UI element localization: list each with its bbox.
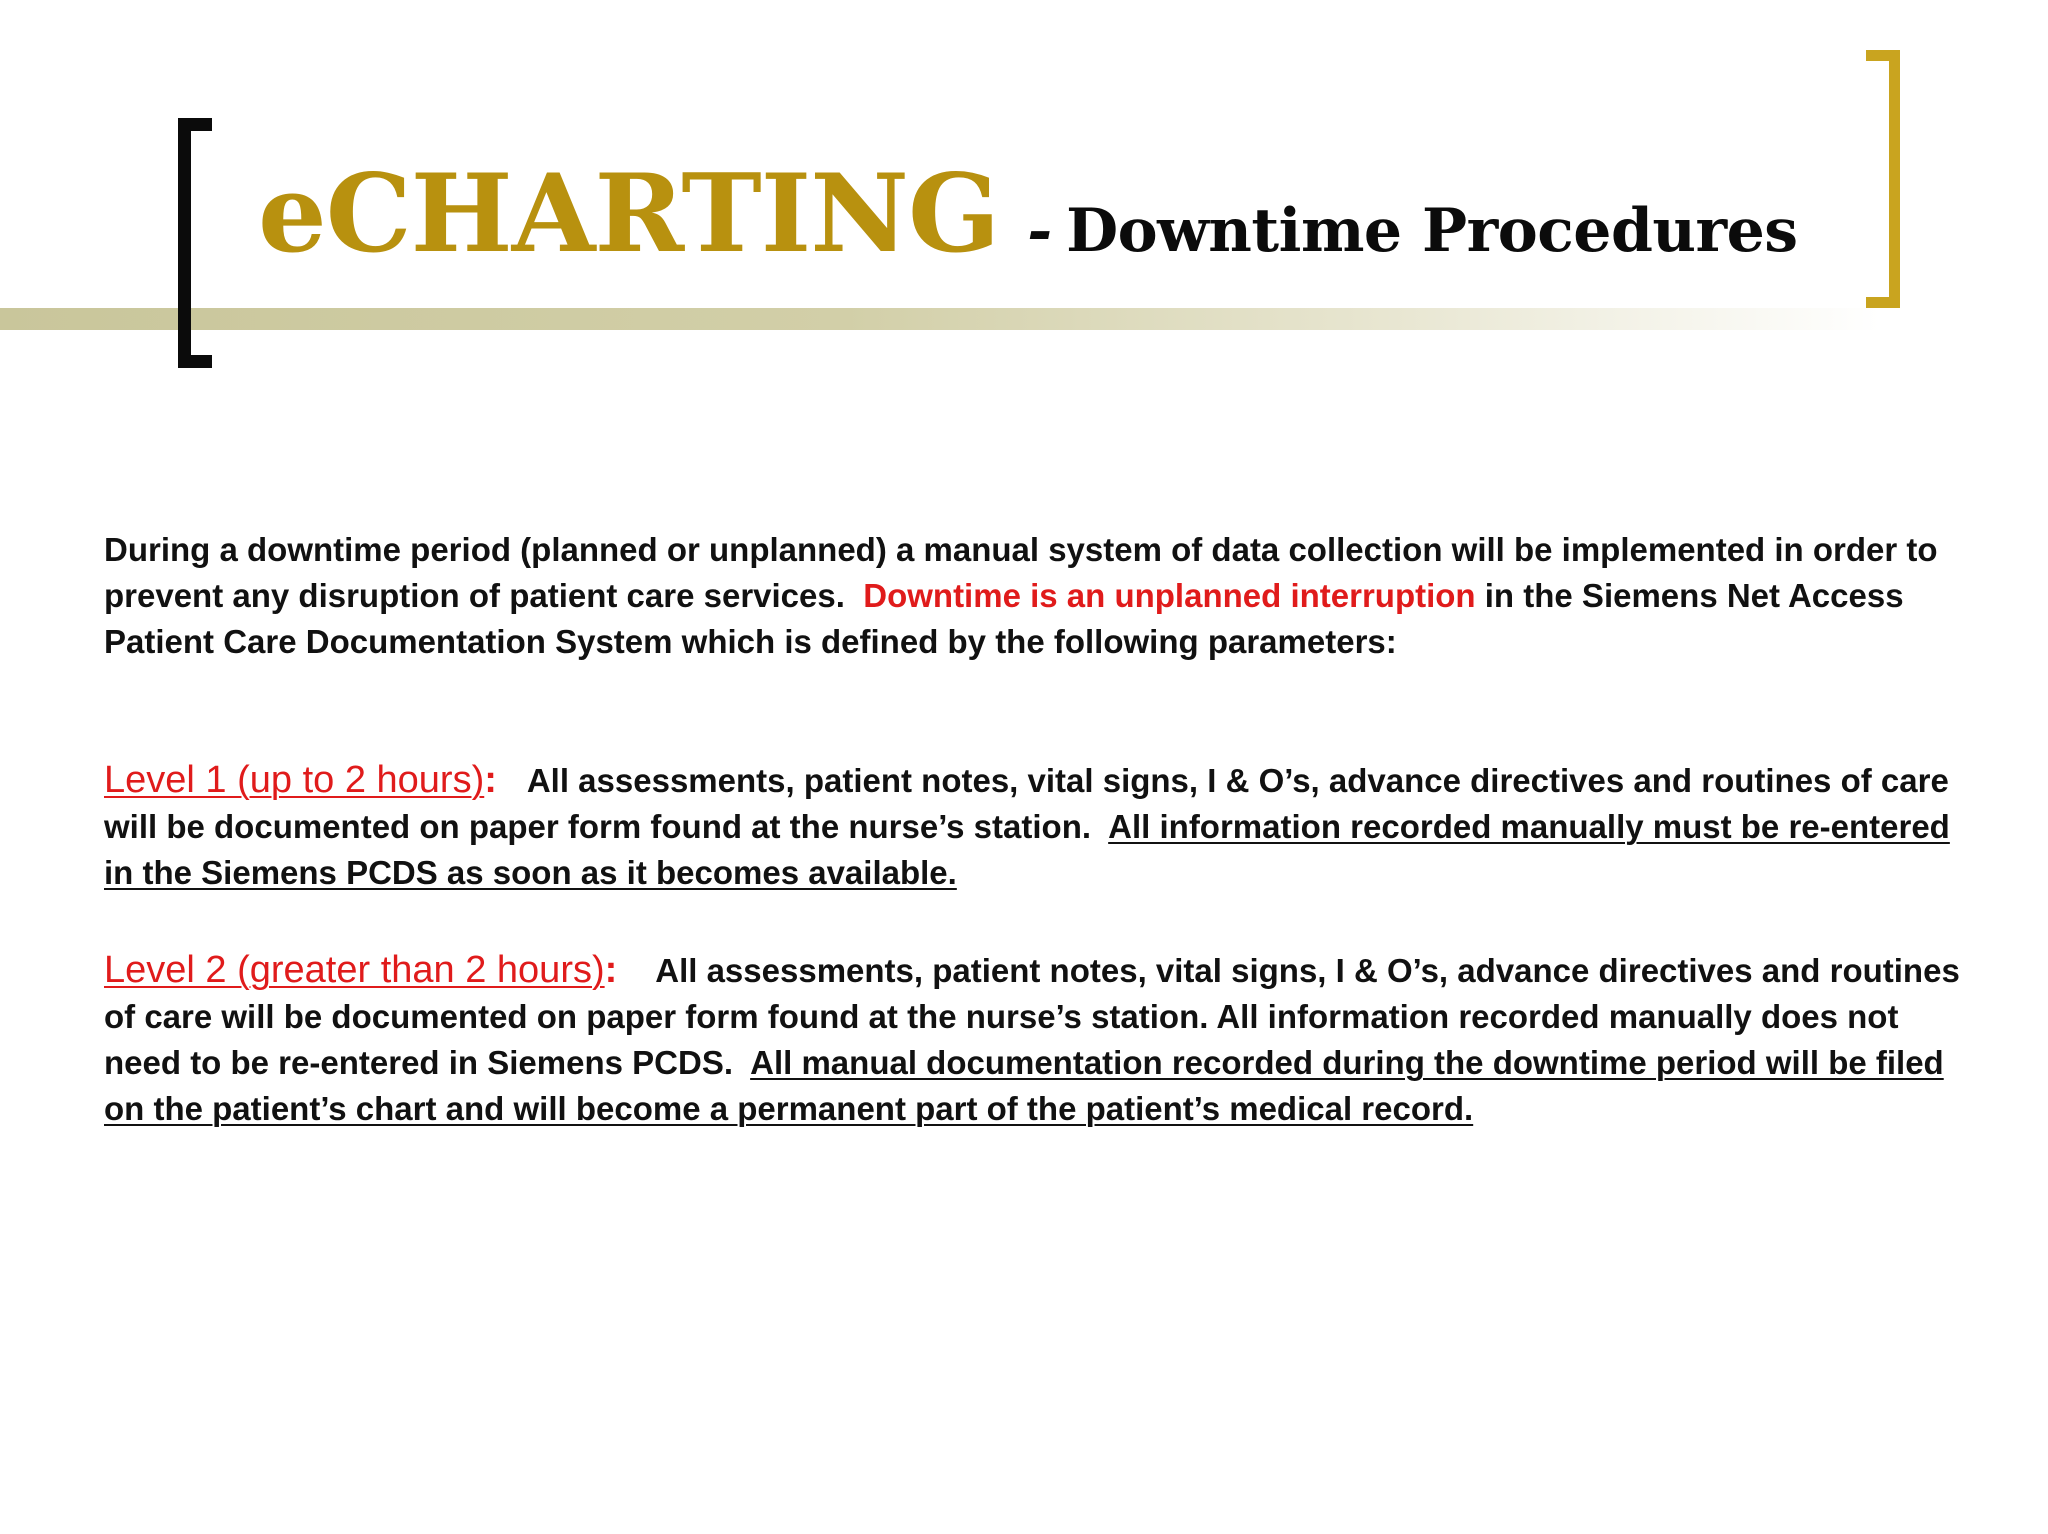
level2-underlined-text: All manual documentation recorded during the downtime period will be filed on the patient’s chart and will become a permanent part of the patient’s medical record. xyxy=(104,1044,1944,1127)
title-main: eCHARTING xyxy=(258,151,1000,277)
level1-text: All assessments, patient notes, vital signs, I & O’s, advance directives and routines of care will be documented on paper form found at the nurse’s station. xyxy=(104,762,1949,845)
level2-heading xyxy=(104,949,617,991)
level1-underlined-text: All information recorded manually must be re-entered in the Siemens PCDS as soon as it becomes available. xyxy=(104,808,1950,891)
level2-colon: : xyxy=(604,949,618,991)
intro-highlight: Downtime is an unplanned interruption xyxy=(863,577,1476,614)
right-bracket-decoration xyxy=(1866,50,1900,308)
title-dash: - xyxy=(1027,196,1053,266)
intro-text-part2: in the Siemens Net Access Patient Care Documentation System which is defined by the following parameters: xyxy=(104,577,1904,660)
intro-text-part1: During a downtime period (planned or unplanned) a manual system of data collection will be implemented in order to prevent any disruption of patient care services. xyxy=(104,531,1938,614)
level2-label: Level 2 (greater than 2 hours) xyxy=(104,949,605,991)
level1-colon: : xyxy=(484,759,497,801)
level2-text: All assessments, patient notes, vital signs, I & O’s, advance directives and routines of care will be documented on paper form found at the nurse’s station. All information recorded manually does not need to be re-entered in Siemens PCDS. xyxy=(104,952,1960,1081)
level1-heading xyxy=(104,759,497,801)
left-bracket-decoration xyxy=(178,118,212,368)
intro-paragraph xyxy=(104,527,1984,665)
level1-paragraph xyxy=(104,757,1984,896)
slide-title xyxy=(258,151,1798,277)
level1-label: Level 1 (up to 2 hours) xyxy=(104,759,485,801)
title-underline-band xyxy=(0,308,1880,330)
title-subtitle: Downtime Procedures xyxy=(1066,196,1798,266)
level2-paragraph xyxy=(104,947,1984,1132)
